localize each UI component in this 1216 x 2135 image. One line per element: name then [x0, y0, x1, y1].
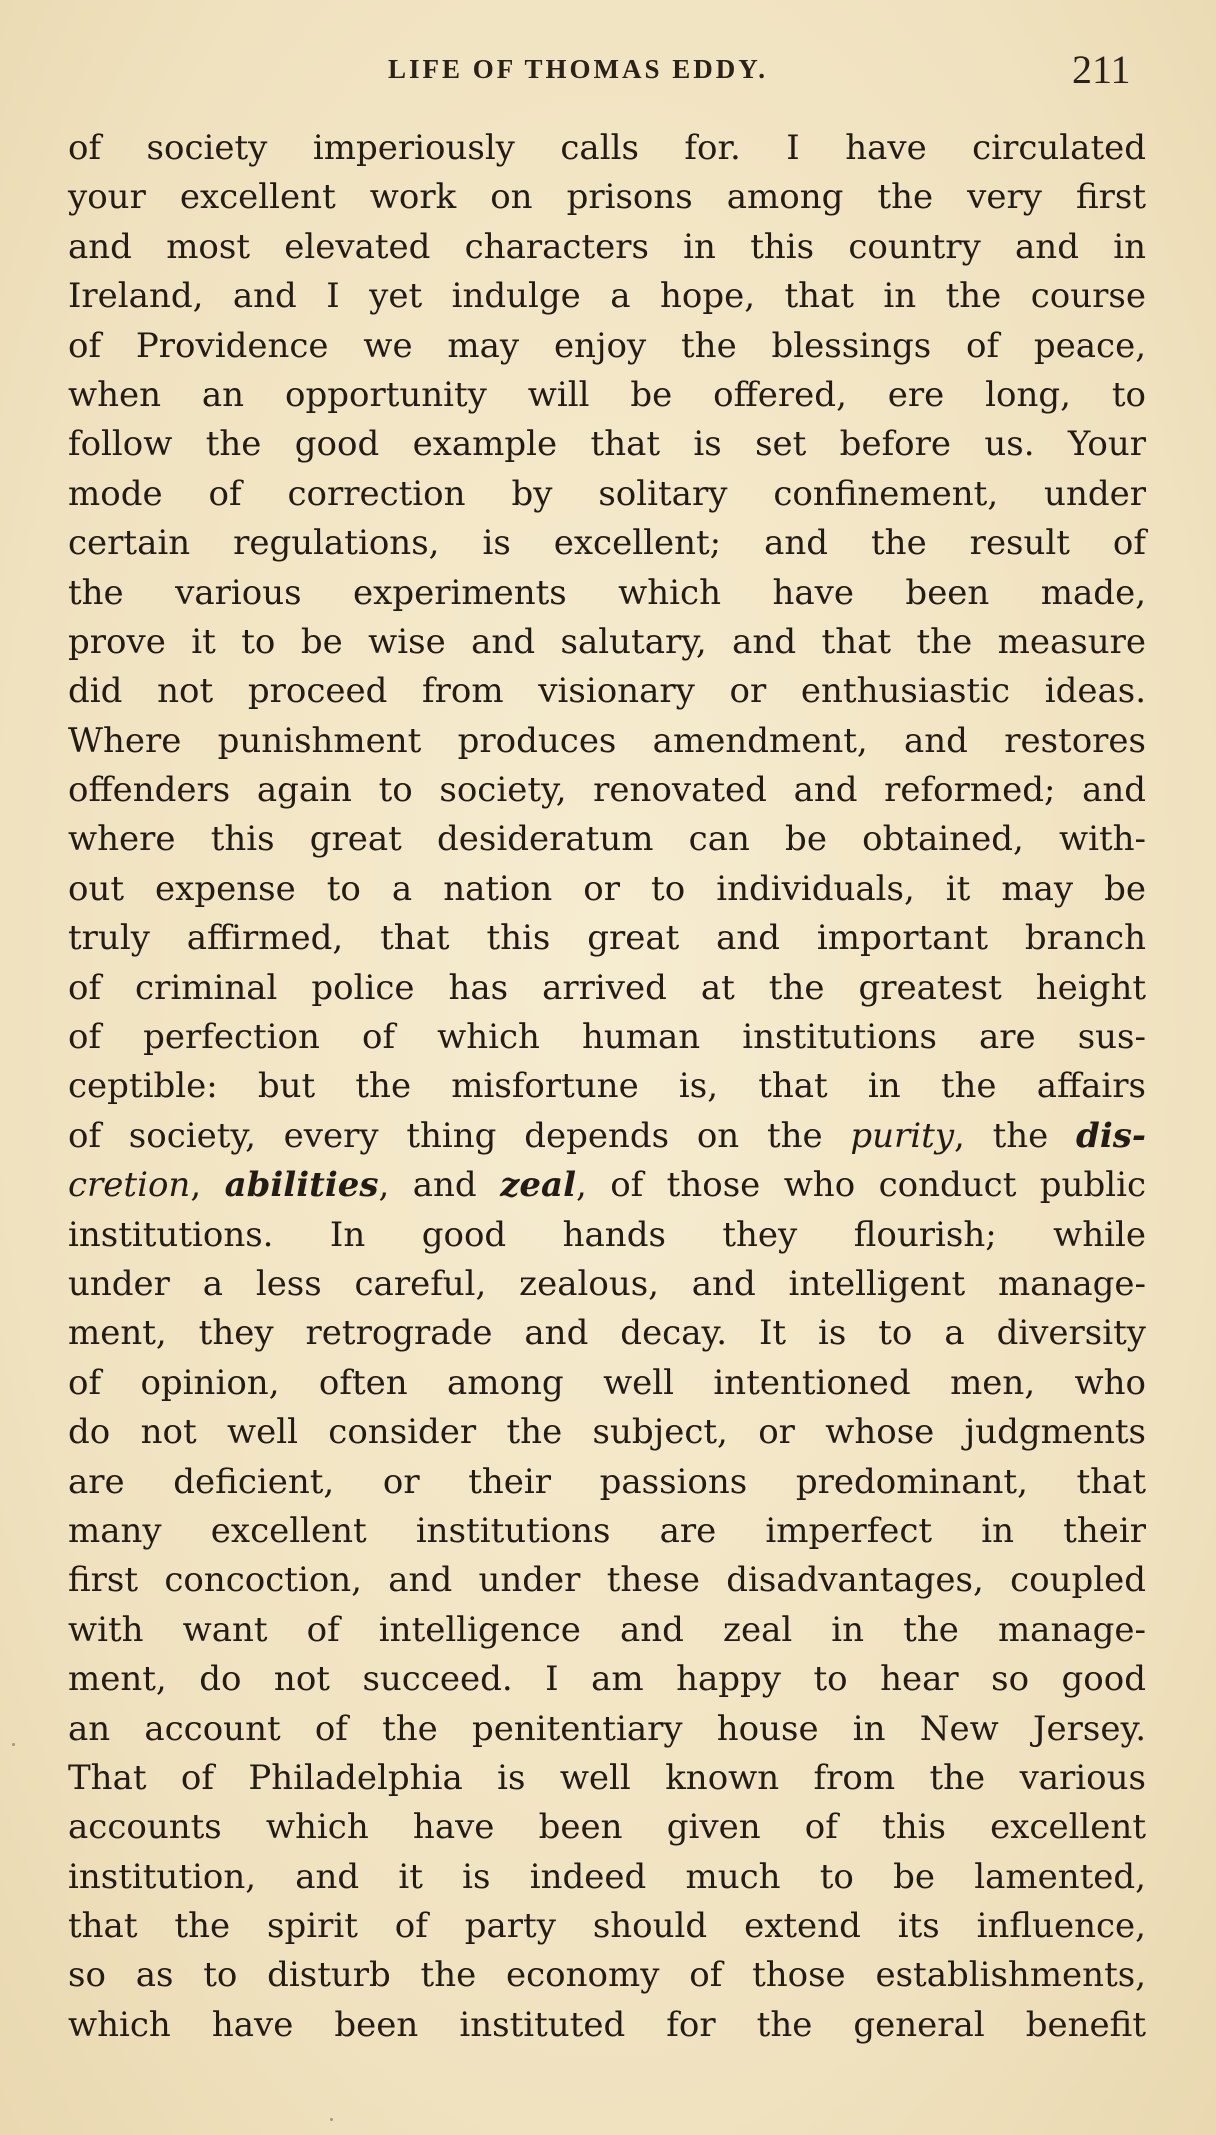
text-line: of society imperiously calls for. I have circulated — [68, 128, 1146, 168]
text-line: many excellent institutions are imperfect in their — [68, 1510, 1146, 1551]
body-text — [68, 124, 1146, 2050]
text-line: certain regulations, is excellent; and the result of — [68, 523, 1146, 564]
text-line: ment, do not succeed. I am happy to hear so good — [68, 1659, 1146, 1700]
text-line-with-italics — [68, 1112, 1146, 1161]
text-line: That of Philadelphia is well known from the various — [68, 1757, 1146, 1798]
italic-word-abilities: abilities — [224, 1165, 379, 1206]
text-line: under a less careful, zealous, and intelligent manage- — [68, 1263, 1146, 1304]
italic-word-cretion: cretion — [68, 1165, 191, 1206]
italic-word-purity: purity — [850, 1115, 955, 1156]
paper-speck — [12, 1743, 15, 1746]
text-line: out expense to a nation or to individuals, it may be — [68, 868, 1146, 909]
text-line: of criminal police has arrived at the greatest height — [68, 967, 1146, 1008]
text-line: and most elevated characters in this country and in — [68, 226, 1146, 267]
page-number: 211 — [1072, 47, 1131, 92]
text-line: where this great desideratum can be obtained, with- — [68, 819, 1146, 860]
italic-word-dis: dis- — [1076, 1115, 1146, 1156]
text-run: of society, every thing depends on the — [68, 1115, 851, 1156]
text-line: that the spirit of party should extend its influence, — [68, 1906, 1146, 1947]
text-line: offenders again to society, renovated and reformed; and — [68, 770, 1146, 811]
text-line: follow the good example that is set before us. Your — [68, 424, 1146, 465]
page-header — [0, 46, 1216, 94]
text-run: , the — [954, 1115, 1077, 1156]
text-line: of perfection of which human institutions are sus- — [68, 1017, 1146, 1058]
text-line: mode of correction by solitary confinement, under — [68, 473, 1146, 514]
text-line: Ireland, and I yet indulge a hope, that in the course — [68, 276, 1146, 317]
text-line: first concoction, and under these disadvantages, coupled — [68, 1560, 1146, 1601]
text-run: , of those who conduct public — [575, 1165, 1146, 1206]
text-line: with want of intelligence and zeal in the manage- — [68, 1609, 1146, 1650]
text-line: are deficient, or their passions predominant, that — [68, 1461, 1146, 1502]
italic-word-zeal: zeal — [500, 1165, 576, 1206]
text-line: the various experiments which have been made, — [68, 572, 1146, 613]
text-line: when an opportunity will be offered, ere long, to — [68, 374, 1146, 415]
text-run: , and — [378, 1165, 501, 1206]
text-line: did not proceed from visionary or enthusiastic ideas. — [68, 671, 1146, 712]
text-line-with-italics — [68, 1161, 1146, 1210]
running-head: LIFE OF THOMAS EDDY. — [388, 54, 769, 84]
text-line: ment, they retrograde and decay. It is to a diversity — [68, 1313, 1146, 1354]
text-line: an account of the penitentiary house in New Jersey. — [68, 1708, 1146, 1749]
text-line: your excellent work on prisons among the very first — [68, 177, 1146, 218]
text-line: prove it to be wise and salutary, and that the measure — [68, 621, 1146, 662]
text-run: , — [190, 1165, 225, 1206]
text-line: so as to disturb the economy of those establishments, — [68, 1955, 1146, 1996]
text-line: accounts which have been given of this excellent — [68, 1807, 1146, 1848]
text-line: of Providence we may enjoy the blessings of peace, — [68, 325, 1146, 366]
text-line: do not well consider the subject, or whose judgments — [68, 1412, 1146, 1453]
text-line: of opinion, often among well intentioned men, who — [68, 1362, 1146, 1403]
paper-speck — [330, 2118, 333, 2121]
text-line: truly affirmed, that this great and important branch — [68, 918, 1146, 959]
text-line: which have been instituted for the general benefit — [68, 2004, 1146, 2045]
text-line: institution, and it is indeed much to be lamented, — [68, 1856, 1146, 1897]
text-line: ceptible: but the misfortune is, that in the affairs — [68, 1066, 1146, 1107]
text-line: institutions. In good hands they flourish; while — [68, 1214, 1146, 1255]
text-line: Where punishment produces amendment, and restores — [68, 720, 1146, 761]
